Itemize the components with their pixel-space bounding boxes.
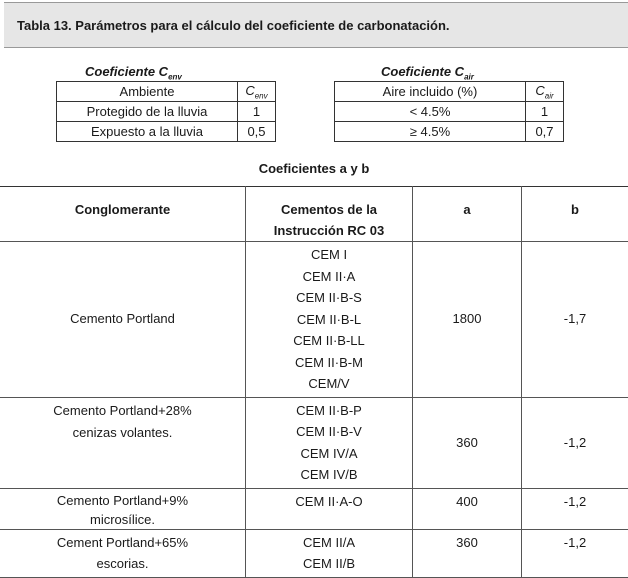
cement-item: CEM II·B-M <box>246 352 412 374</box>
cement-item: CEM II/A <box>246 532 412 554</box>
group-a: 360 <box>413 529 522 577</box>
table-row <box>0 529 628 577</box>
coefficients-table <box>0 186 628 578</box>
air-row-label: < 4.5% <box>335 102 526 122</box>
table-row <box>335 102 564 122</box>
table-row <box>335 82 564 102</box>
table-header-row <box>0 187 628 242</box>
header-b: b <box>522 187 628 242</box>
group-name: Cemento Portland <box>0 242 246 398</box>
header-a: a <box>413 187 522 242</box>
group-b: -1,7 <box>522 242 628 398</box>
table-caption: Tabla 13. Parámetros para el cálculo del coeficiente de carbonatación. <box>17 18 450 33</box>
air-row-label: ≥ 4.5% <box>335 122 526 142</box>
env-row-value: 0,5 <box>238 122 276 142</box>
group-b: -1,2 <box>522 529 628 577</box>
table-row <box>0 242 628 398</box>
header-conglomerante: Conglomerante <box>0 187 246 242</box>
air-row-value: 0,7 <box>526 122 564 142</box>
table-row <box>0 488 628 529</box>
table-row <box>57 102 276 122</box>
table-row <box>0 397 628 488</box>
cement-item: CEM II·B-L <box>246 309 412 331</box>
group-name: Cemento Portland+28% cenizas volantes. <box>0 397 246 488</box>
cement-item: CEM IV/A <box>246 443 412 465</box>
header-cementos: Cementos de la Instrucción RC 03 <box>246 187 413 242</box>
table-row <box>335 122 564 142</box>
env-row-label: Expuesto a la lluvia <box>57 122 238 142</box>
cement-item: CEM IV/B <box>246 464 412 486</box>
cement-item: CEM II·B-V <box>246 421 412 443</box>
cement-item: CEM II·B-LL <box>246 330 412 352</box>
group-b: -1,2 <box>522 488 628 529</box>
env-header-ambiente: Ambiente <box>57 82 238 102</box>
air-header-aire: Aire incluido (%) <box>335 82 526 102</box>
env-row-value: 1 <box>238 102 276 122</box>
table-row <box>57 82 276 102</box>
group-cements <box>246 488 413 529</box>
cement-item: CEM II·A <box>246 266 412 288</box>
cement-item: CEM II·B-S <box>246 287 412 309</box>
cement-item: CEM II/B <box>246 553 412 575</box>
table-row <box>57 122 276 142</box>
coefficients-title: Coeficientes a y b <box>0 161 628 176</box>
air-row-value: 1 <box>526 102 564 122</box>
env-coefficient-table <box>56 81 276 142</box>
cement-item: CEM II·B-P <box>246 400 412 422</box>
env-coefficient-title: Coeficiente $C_{env}$ <box>85 64 182 82</box>
cement-item: CEM/V <box>246 373 412 395</box>
table-caption-box <box>4 2 628 48</box>
air-coefficient-table <box>334 81 564 142</box>
group-a: 1800 <box>413 242 522 398</box>
group-cements <box>246 529 413 577</box>
group-name: Cement Portland+65% escorias. <box>0 529 246 577</box>
group-name: Cemento Portland+9% microsílice. <box>0 488 246 529</box>
group-a: 400 <box>413 488 522 529</box>
env-row-label: Protegido de la lluvia <box>57 102 238 122</box>
group-cements <box>246 242 413 398</box>
air-coefficient-title: Coeficiente $C_{air}$ <box>381 64 474 82</box>
env-header-cenv: $C_{env}$ <box>238 82 276 102</box>
air-header-cair: $C_{air}$ <box>526 82 564 102</box>
cement-item: CEM II·A-O <box>246 491 412 513</box>
group-b: -1,2 <box>522 397 628 488</box>
group-a: 360 <box>413 397 522 488</box>
cement-item: CEM I <box>246 244 412 266</box>
group-cements <box>246 397 413 488</box>
